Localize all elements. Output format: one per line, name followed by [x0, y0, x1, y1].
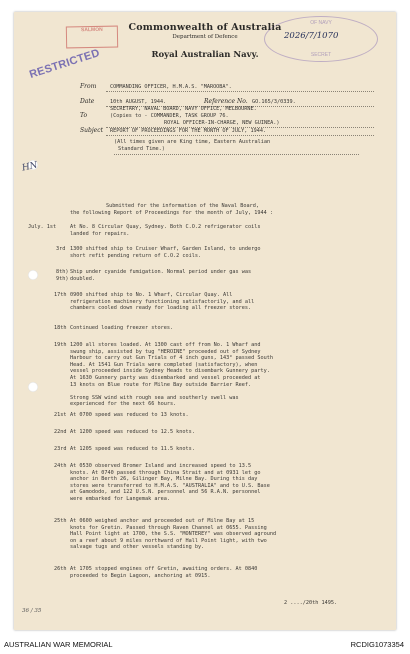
oval-stamp-bottom: SECRET: [310, 52, 332, 58]
restricted-stamp: RESTRICTED: [27, 46, 102, 82]
entry-date: 23rd: [54, 446, 67, 452]
to-value-line-2: (Copies to - COMMANDER, TASK GROUP 76.: [110, 113, 229, 119]
entry-text: At 0700 speed was reduced to 13 knots.: [70, 412, 189, 418]
letterhead-service: Royal Australian Navy.: [151, 50, 259, 60]
handwritten-page-mark: 36 / 35: [22, 608, 42, 614]
letterhead-department: Department of Defence: [172, 34, 238, 40]
entry-text: 0900 shifted ship to No. 1 Wharf, Circular Quay. All refrigeration machinery functioning satisfactorily, and all chambers cooled down ready for loading all freezer stores.: [70, 292, 255, 312]
date-label: Date: [80, 98, 95, 105]
entry-date: 3rd: [56, 246, 66, 252]
entry-text: Continued loading freezer stores.: [70, 325, 174, 331]
entry-date: 26th: [54, 566, 67, 572]
letterhead-title: Commonwealth of Australia: [128, 22, 282, 33]
entry-date: July. 1st: [28, 224, 57, 230]
entry-date: 25th: [54, 518, 67, 524]
entry-date: 8th) 9th): [56, 269, 69, 282]
reference-label: Reference No.: [204, 98, 248, 105]
time-note-line-2: Standard Time.): [118, 146, 165, 152]
entry-text: At 1200 speed was reduced to 12.5 knots.: [70, 429, 195, 435]
to-value-line-3: ROYAL OFFICER-IN-CHARGE, NEW GUINEA.): [164, 120, 280, 126]
intro-line-2: the following Report of Proceedings for the month of July, 1944 :: [70, 210, 274, 216]
punch-hole: [28, 270, 38, 280]
intro-line-1: Submitted for the information of the Naval Board,: [106, 203, 260, 209]
continuation-mark: 2 ..../20th 1495.: [284, 600, 338, 606]
time-note-line-1: (All times given are King time, Eastern Australian: [114, 139, 271, 145]
to-label: To: [80, 112, 88, 119]
to-value-line-1: SECRETARY, NAVAL BOARD, NAVY OFFICE, MELBOURNE.: [110, 106, 257, 112]
note-rule: [114, 154, 359, 155]
entry-text: At 0530 observed Bromer Island and increased speed to 13.5 knots. At 0740 passed through China Strait and at 0931 let go anchor in Berth 26, Gilinger Bay, Milne Bay. During this day stores were transferred to H.M.A.S. "AUSTRALIA" and to U.S. Base at Gamododo, and 122 U.S.N. personnel and 56 R.A.N. personnel were embarked for Langemak area.: [70, 463, 270, 502]
from-value: COMMANDING OFFICER, H.M.A.S. "MAROOBA".: [110, 84, 232, 90]
entry-date: 22nd: [54, 429, 67, 435]
entry-text: At 0600 weighed anchor and proceeded out of Milne Bay at 15 knots for Gretin. Passed through Raven Channel at 0655. Passing Hall Point light at 1700, the S.S. "MONTEREY" was observed aground on a reef about 9 miles northward of Hall Point light, with two salvage tugs and other vessels standing by.: [70, 518, 277, 551]
entry-date: 18th: [54, 325, 67, 331]
from-label: From: [80, 83, 97, 90]
reference-value: GO.165/3/0339.: [252, 99, 296, 105]
archive-record-id: RCDIG1073354: [350, 640, 404, 649]
subject-rule: [106, 135, 374, 136]
entry-text: 1300 shifted ship to Cruiser Wharf, Garden Island, to undergo short refit pending return of C.O.2 coils.: [70, 246, 261, 259]
entry-date: 19th: [54, 342, 67, 348]
document-sheet: [14, 12, 396, 630]
date-value: 10th AUGUST, 1944.: [110, 99, 167, 105]
handwritten-initials: HN: [21, 160, 39, 174]
entry-text: At 1205 speed was reduced to 11.5 knots.: [70, 446, 195, 452]
punch-hole: [28, 382, 38, 392]
entry-date: 24th: [54, 463, 67, 469]
handwritten-file-number: 2026/7/1070: [284, 31, 339, 41]
entry-text: Ship under cyanide fumigation. Normal period under gas was doubled.: [70, 269, 252, 282]
entry-text: At 1705 stopped engines off Gretin, awaiting orders. At 0840 proceeded to Begin Lagoon, anchoring at 0915.: [70, 566, 258, 579]
archive-name: AUSTRALIAN WAR MEMORIAL: [4, 640, 113, 649]
entry-date: 17th: [54, 292, 67, 298]
from-rule: [106, 91, 374, 92]
entry-text: 1200 all stores loaded. At 1300 cast off from No. 1 Wharf and swung ship, assisted by tug "HEROINE" proceeded out of Sydney Harbour to carry out Gun Trials of 4 inch guns, 143° passed South Head. At 1541 Gun Trials were completed (satisfactory), when vessel proceeded inside Sydney Heads to disembark Gunnery party. At 1630 Gunnery party was disembarked and vessel proceeded at 13 knots on Blue route for Milne Bay outside Barrier Reef. Strong SSW wind with rough sea and southerly swell was experienced for the next 66 hours.: [70, 342, 274, 408]
subject-label: Subject: [80, 127, 103, 134]
received-stamp-mid: SALMON: [80, 26, 103, 34]
archive-caption-bar: [0, 636, 410, 654]
subject-value: REPORT OF PROCEEDINGS FOR THE MONTH OF JULY, 1944.: [110, 128, 267, 134]
entry-date: 21st: [54, 412, 67, 418]
entry-text: At No. 8 Circular Quay, Sydney. Both C.O.2 refrigerator coils landed for repairs.: [70, 224, 261, 237]
oval-stamp-top: OF NAVY: [310, 20, 332, 26]
